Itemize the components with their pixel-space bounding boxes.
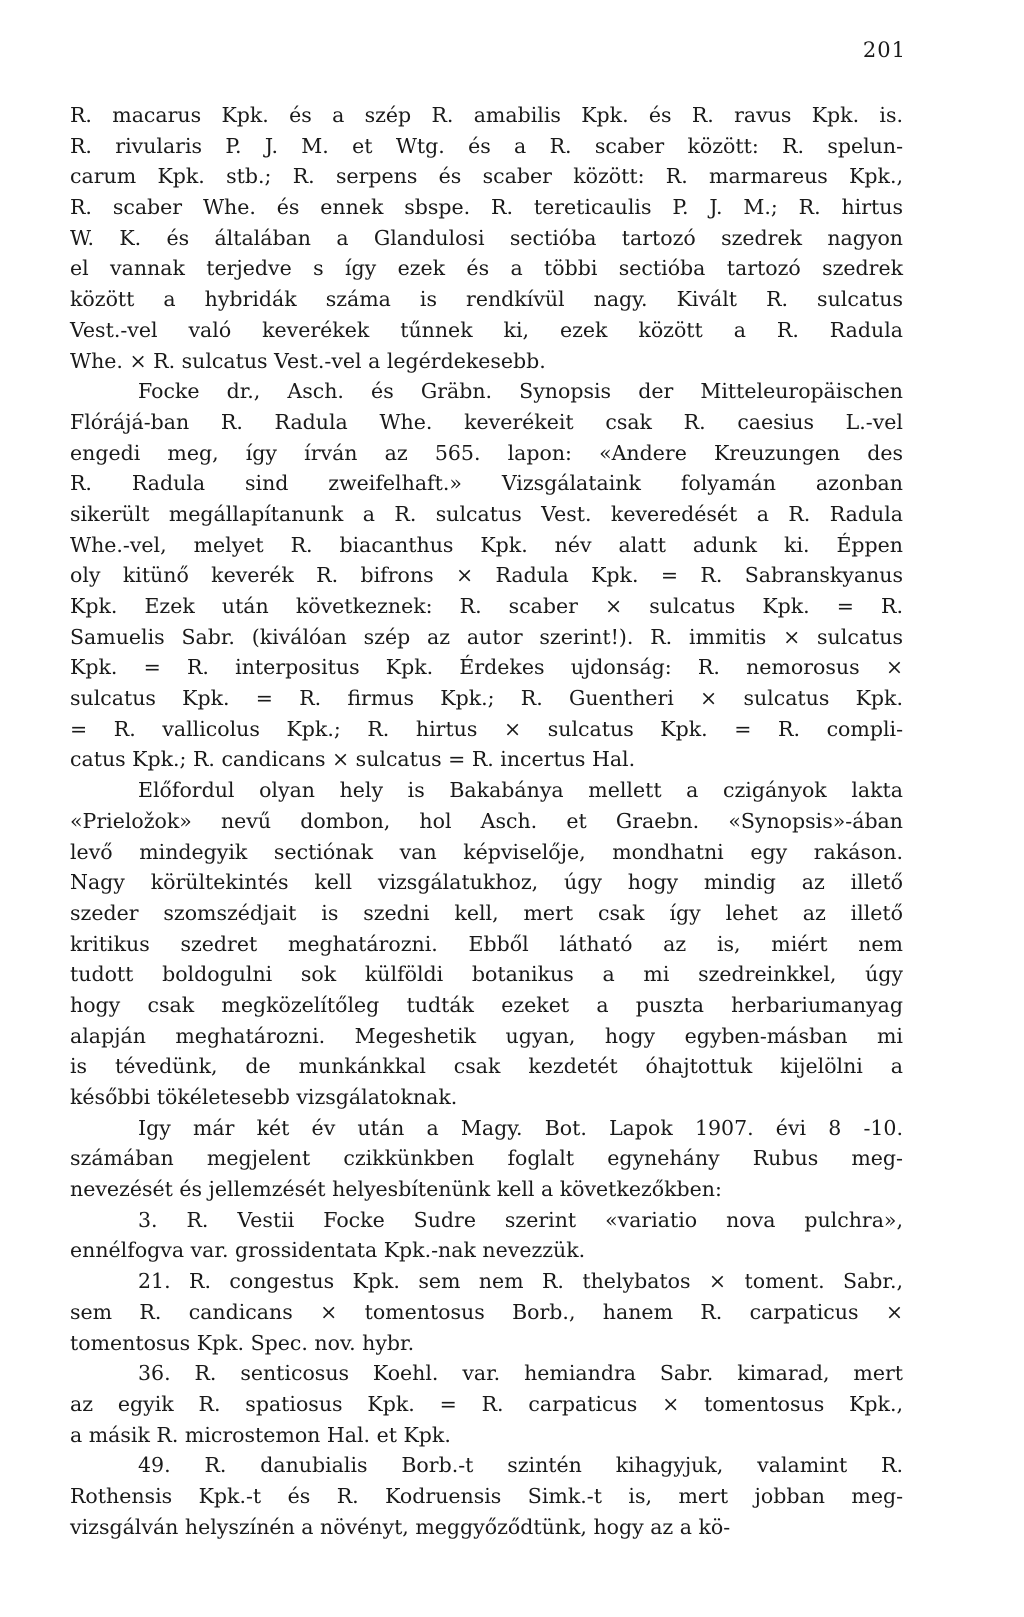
text-line: el vannak terjedve s így ezek és a többi sectióba tartozó szedrek [70, 256, 903, 281]
text-line: között a hybridák száma is rendkívül nagy. Kivált R. sulcatus [70, 287, 903, 312]
text-line: a másik R. microstemon Hal. et Kpk. [70, 1422, 451, 1447]
text-line: Whe. × R. sulcatus Vest.-vel a legérdekesebb. [70, 348, 546, 373]
text-line: vizsgálván helyszínén a növényt, meggyőződtünk, hogy az a kö- [70, 1514, 731, 1539]
text-line: tomentosus Kpk. Spec. nov. hybr. [70, 1330, 415, 1355]
text-line: későbbi tökéletesebb vizsgálatoknak. [70, 1085, 458, 1109]
text-line: Focke dr., Asch. és Gräbn. Synopsis der Mitteleuropäischen [138, 379, 903, 404]
text-line: hogy csak megközelítőleg tudták ezeket a puszta herbariumanyag [70, 992, 903, 1017]
text-line: 36. R. senticosus Koehl. var. hemiandra Sabr. kimarad, mert [138, 1361, 903, 1386]
text-line: sem R. candicans × tomentosus Borb., hanem R. carpaticus × [70, 1299, 903, 1324]
text-line: számában megjelent czikkünkben foglalt egynehány Rubus meg- [70, 1146, 903, 1171]
text-line: R. Radula sind zweifelhaft.» Vizsgálataink folyamán azonban [70, 471, 903, 496]
text-line: nevezését és jellemzését helyesbítenünk kell a következőkben: [70, 1177, 722, 1202]
text-line: Nagy körültekintés kell vizsgálatukhoz, úgy hogy mindig az illető [70, 870, 903, 895]
text-line: tudott boldogulni sok külföldi botanikus a mi szedreinkkel, úgy [70, 962, 903, 987]
text-line: R. rivularis P. J. M. et Wtg. és a R. scaber között: R. spelun- [70, 133, 903, 158]
text-line: 49. R. danubialis Borb.-t szintén kihagyjuk, valamint R. [138, 1453, 903, 1478]
text-line: oly kitünő keverék R. bifrons × Radula Kpk. = R. Sabranskyanus [70, 563, 903, 588]
text-line: «Prieložok» nevű dombon, hol Asch. et Graebn. «Synopsis»-ában [70, 808, 903, 833]
text-line: kritikus szedret meghatározni. Ebből látható az is, miért nem [70, 931, 903, 956]
text-line: W. K. és általában a Glandulosi sectióba tartozó szedrek nagyon [70, 225, 903, 250]
text-line: R. scaber Whe. és ennek sbspe. R. tereticaulis P. J. M.; R. hirtus [70, 195, 903, 220]
text-line: 21. R. congestus Kpk. sem nem R. thelybatos × toment. Sabr., [138, 1269, 903, 1294]
text-line: Előfordul olyan hely is Bakabánya mellett a czigányok lakta [138, 778, 903, 803]
text-line: az egyik R. spatiosus Kpk. = R. carpaticus × tomentosus Kpk., [70, 1391, 903, 1416]
text-line: ennélfogva var. grossidentata Kpk.-nak nevezzük. [70, 1238, 586, 1263]
text-line: sikerült megállapítanunk a R. sulcatus Vest. keveredését a R. Radula [70, 501, 903, 526]
text-line: carum Kpk. stb.; R. serpens és scaber között: R. marmareus Kpk., [70, 164, 903, 189]
text-line: szeder szomszédjait is szedni kell, mert csak így lehet az illető [70, 900, 903, 925]
text-line: 3. R. Vestii Focke Sudre szerint «variatio nova pulchra», [138, 1207, 903, 1232]
text-line: sulcatus Kpk. = R. firmus Kpk.; R. Guentheri × sulcatus Kpk. [70, 686, 903, 711]
text-line: = R. vallicolus Kpk.; R. hirtus × sulcatus Kpk. = R. compli- [70, 716, 903, 741]
text-line: Whe.-vel, melyet R. biacanthus Kpk. név alatt adunk ki. Éppen [70, 532, 903, 557]
text-line: alapján meghatározni. Megeshetik ugyan, hogy egyben-másban mi [70, 1023, 903, 1048]
text-line: R. macarus Kpk. és a szép R. amabilis Kpk. és R. ravus Kpk. is. [70, 103, 903, 127]
body-text [70, 100, 903, 1542]
text-line: is tévedünk, de munkánkkal csak kezdetét óhajtottuk kijelölni a [70, 1054, 903, 1079]
text-line: Samuelis Sabr. (kiválóan szép az autor szerint!). R. immitis × sulcatus [70, 624, 903, 649]
text-line: Kpk. Ezek után következnek: R. scaber × sulcatus Kpk. = R. [70, 594, 903, 618]
text-line: engedi meg, így írván az 565. lapon: «Andere Kreuzungen des [70, 440, 903, 465]
text-line: Vest.-vel való keverékek tűnnek ki, ezek között a R. Radula [70, 317, 903, 342]
page-number: 201 [862, 38, 906, 62]
text-line: Rothensis Kpk.-t és R. Kodruensis Simk.-t is, mert jobban meg- [70, 1483, 903, 1508]
text-line: Kpk. = R. interpositus Kpk. Érdekes ujdonság: R. nemorosus × [70, 655, 903, 680]
text-line: Igy már két év után a Magy. Bot. Lapok 1907. évi 8 -10. [138, 1115, 903, 1140]
text-line: levő mindegyik sectiónak van képviselője, mondhatni egy rakáson. [70, 839, 903, 864]
text-line: Flórájá-ban R. Radula Whe. keverékeit csak R. caesius L.-vel [70, 409, 903, 434]
text-line: catus Kpk.; R. candicans × sulcatus = R. incertus Hal. [70, 747, 636, 772]
